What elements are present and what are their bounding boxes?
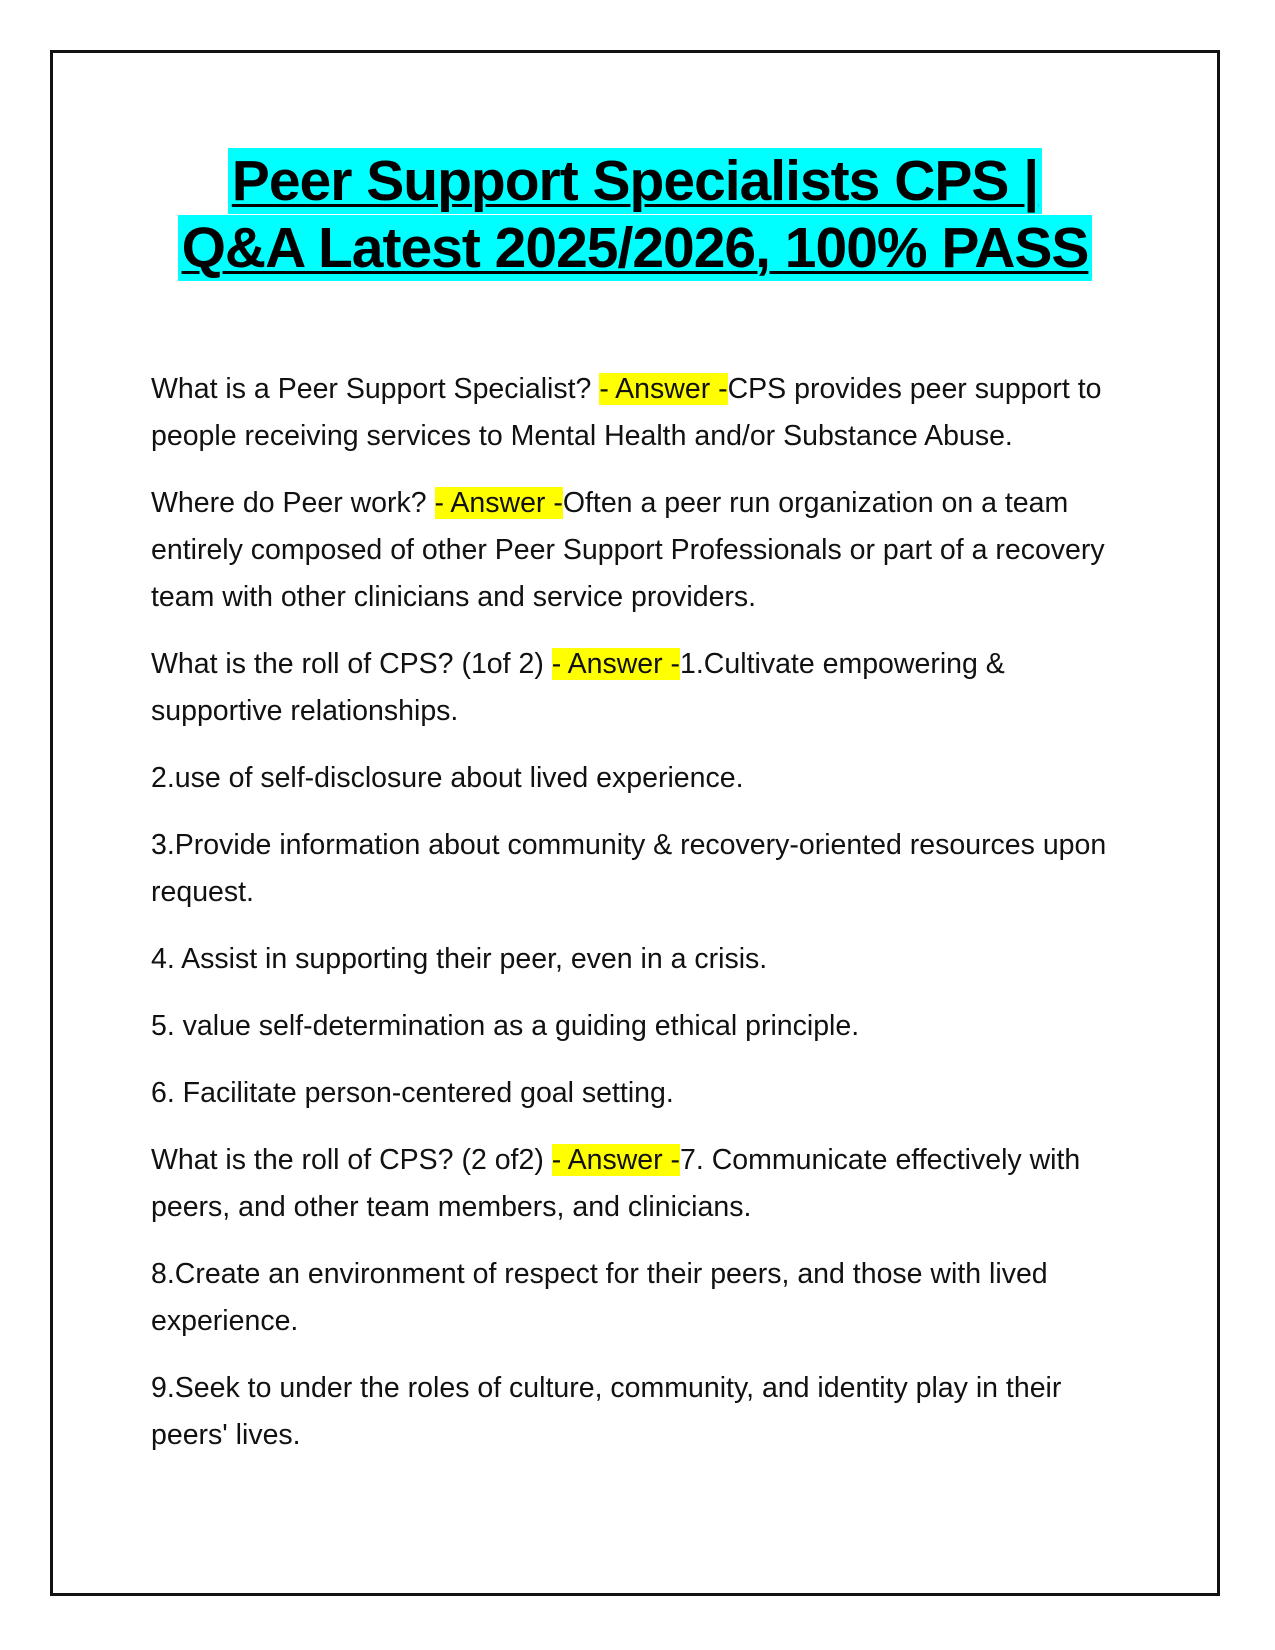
list-item: 6. Facilitate person-centered goal setting. bbox=[151, 1077, 674, 1109]
question-text: Where do Peer work? bbox=[151, 487, 435, 519]
list-item: 2.use of self-disclosure about lived experience. bbox=[151, 762, 744, 794]
list-item: 3.Provide information about community & recovery-oriented resources upon request. bbox=[151, 829, 1107, 908]
qa-item bbox=[151, 480, 1136, 621]
question-text: What is the roll of CPS? (2 of2) bbox=[151, 1144, 552, 1176]
document-title bbox=[50, 148, 1220, 281]
document-body bbox=[151, 366, 1136, 1479]
answer-marker: - Answer - bbox=[551, 648, 681, 680]
qa-item bbox=[151, 641, 1136, 735]
title-line-2: Q&A Latest 2025/2026, 100% PASS bbox=[178, 215, 1093, 281]
answer-text: CPS provides peer support to people receiving services to Mental Health and/or Substance Abuse. bbox=[151, 373, 1102, 452]
question-text: What is the roll of CPS? (1of 2) bbox=[151, 648, 552, 680]
list-item: 9.Seek to under the roles of culture, community, and identity play in their peers' lives. bbox=[151, 1372, 1062, 1451]
list-item: 8.Create an environment of respect for their peers, and those with lived experience. bbox=[151, 1258, 1048, 1337]
answer-marker: - Answer - bbox=[434, 487, 563, 519]
list-item: 5. value self-determination as a guiding ethical principle. bbox=[151, 1010, 860, 1042]
answer-text: 7. Communicate effectively with peers, and other team members, and clinicians. bbox=[151, 1144, 1081, 1223]
list-item: 4. Assist in supporting their peer, even in a crisis. bbox=[151, 943, 768, 975]
question-text: What is a Peer Support Specialist? bbox=[151, 373, 600, 405]
qa-item bbox=[151, 1137, 1136, 1231]
qa-item bbox=[151, 366, 1136, 460]
title-line-1: Peer Support Specialists CPS | bbox=[228, 148, 1042, 214]
answer-text: Often a peer run organization on a team entirely composed of other Peer Support Professionals or part of a recovery team with other clinicians and service providers. bbox=[151, 487, 1105, 613]
answer-marker: - Answer - bbox=[551, 1144, 681, 1176]
answer-text: 1.Cultivate empowering & supportive relationships. bbox=[151, 648, 1005, 727]
answer-marker: - Answer - bbox=[599, 373, 728, 405]
